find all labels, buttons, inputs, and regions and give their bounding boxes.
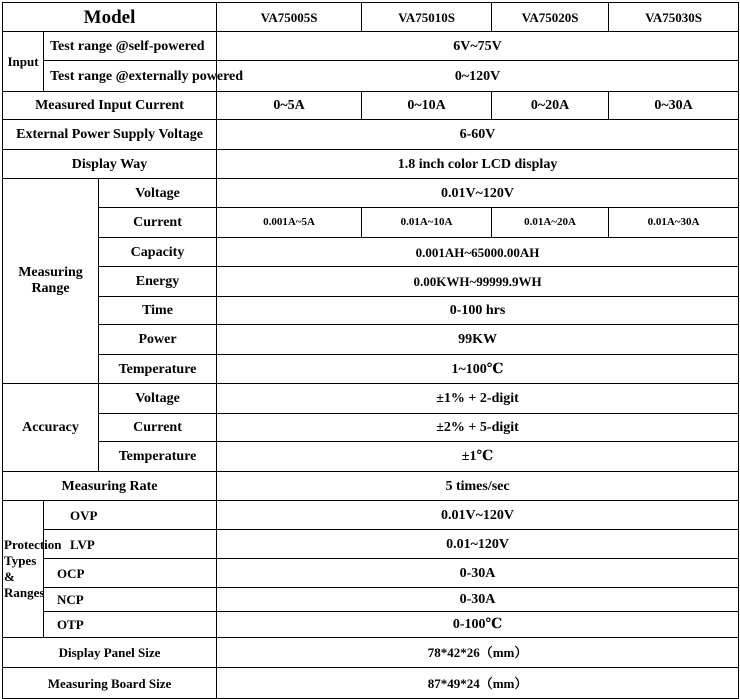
- protection-lvp-row: [3, 530, 739, 559]
- protection-ovp-row: [3, 501, 739, 530]
- range-time-label: Time: [99, 297, 217, 325]
- range-current-value: 0.01A~10A: [362, 208, 492, 238]
- measured-input-current-value: 0~30A: [609, 92, 739, 120]
- range-power-label: Power: [99, 325, 217, 355]
- accuracy-voltage-row: [3, 384, 739, 414]
- measuring-board-size-row: [3, 668, 739, 699]
- external-power-supply-value: 6-60V: [217, 120, 739, 150]
- range-temperature-row: [3, 355, 739, 384]
- measured-input-current-value: 0~10A: [362, 92, 492, 120]
- external-powered-value: 0~120V: [217, 61, 739, 92]
- range-current-value: 0.01A~20A: [492, 208, 609, 238]
- accuracy-voltage-value: ±1% + 2-digit: [217, 384, 739, 414]
- measuring-rate-row: [3, 472, 739, 501]
- range-energy-row: [3, 267, 739, 297]
- range-capacity-label: Capacity: [99, 238, 217, 267]
- measured-input-current-row: [3, 92, 739, 120]
- protection-label: Protection Types & Ranges: [3, 501, 44, 638]
- ocp-label: OCP: [44, 559, 217, 588]
- accuracy-label: Accuracy: [3, 384, 99, 472]
- ncp-value: 0-30A: [217, 588, 739, 612]
- display-panel-size-label: Display Panel Size: [3, 638, 217, 668]
- range-temperature-label: Temperature: [99, 355, 217, 384]
- range-power-value: 99KW: [217, 325, 739, 355]
- range-current-value: 0.001A~5A: [217, 208, 362, 238]
- model-label: Model: [3, 3, 217, 32]
- input-external-row: [3, 61, 739, 92]
- accuracy-current-value: ±2% + 5-digit: [217, 414, 739, 442]
- range-current-row: [3, 208, 739, 238]
- accuracy-temperature-label: Temperature: [99, 442, 217, 472]
- accuracy-temperature-value: ±1℃: [217, 442, 739, 472]
- ncp-label: NCP: [44, 588, 217, 612]
- ovp-label: OVP: [44, 501, 217, 530]
- model-name: VA75010S: [362, 3, 492, 32]
- display-way-row: [3, 150, 739, 179]
- model-row: [3, 3, 739, 32]
- range-capacity-row: [3, 238, 739, 267]
- measuring-rate-label: Measuring Rate: [3, 472, 217, 501]
- range-current-label: Current: [99, 208, 217, 238]
- range-voltage-value: 0.01V~120V: [217, 179, 739, 208]
- ocp-value: 0-30A: [217, 559, 739, 588]
- protection-ocp-row: [3, 559, 739, 588]
- protection-ncp-row: [3, 588, 739, 612]
- model-name: VA75020S: [492, 3, 609, 32]
- otp-label: OTP: [44, 612, 217, 638]
- range-voltage-label: Voltage: [99, 179, 217, 208]
- measuring-board-size-label: Measuring Board Size: [3, 668, 217, 699]
- model-name: VA75005S: [217, 3, 362, 32]
- measuring-range-label: Measuring Range: [3, 179, 99, 384]
- display-way-value: 1.8 inch color LCD display: [217, 150, 739, 179]
- range-energy-value: 0.00KWH~99999.9WH: [217, 267, 739, 297]
- range-energy-label: Energy: [99, 267, 217, 297]
- display-way-label: Display Way: [3, 150, 217, 179]
- lvp-label: LVP: [44, 530, 217, 559]
- range-time-row: [3, 297, 739, 325]
- protection-otp-row: [3, 612, 739, 638]
- input-self-powered-row: [3, 32, 739, 61]
- measured-input-current-label: Measured Input Current: [3, 92, 217, 120]
- self-powered-value: 6V~75V: [217, 32, 739, 61]
- range-power-row: [3, 325, 739, 355]
- input-label: Input: [3, 32, 44, 92]
- accuracy-temperature-row: [3, 442, 739, 472]
- lvp-value: 0.01~120V: [217, 530, 739, 559]
- self-powered-label: Test range @self-powered: [44, 32, 217, 61]
- otp-value: 0-100℃: [217, 612, 739, 638]
- accuracy-voltage-label: Voltage: [99, 384, 217, 414]
- measuring-rate-value: 5 times/sec: [217, 472, 739, 501]
- model-name: VA75030S: [609, 3, 739, 32]
- range-current-value: 0.01A~30A: [609, 208, 739, 238]
- measured-input-current-value: 0~5A: [217, 92, 362, 120]
- spec-table: [2, 2, 739, 699]
- range-voltage-row: [3, 179, 739, 208]
- measured-input-current-value: 0~20A: [492, 92, 609, 120]
- accuracy-current-row: [3, 414, 739, 442]
- external-power-supply-row: [3, 120, 739, 150]
- external-power-supply-label: External Power Supply Voltage: [3, 120, 217, 150]
- measuring-board-size-value: 87*49*24（mm）: [217, 668, 739, 699]
- accuracy-current-label: Current: [99, 414, 217, 442]
- external-powered-label: Test range @externally powered: [44, 61, 217, 92]
- range-capacity-value: 0.001AH~65000.00AH: [217, 238, 739, 267]
- range-temperature-value: 1~100℃: [217, 355, 739, 384]
- display-panel-size-value: 78*42*26（mm）: [217, 638, 739, 668]
- range-time-value: 0-100 hrs: [217, 297, 739, 325]
- display-panel-size-row: [3, 638, 739, 668]
- ovp-value: 0.01V~120V: [217, 501, 739, 530]
